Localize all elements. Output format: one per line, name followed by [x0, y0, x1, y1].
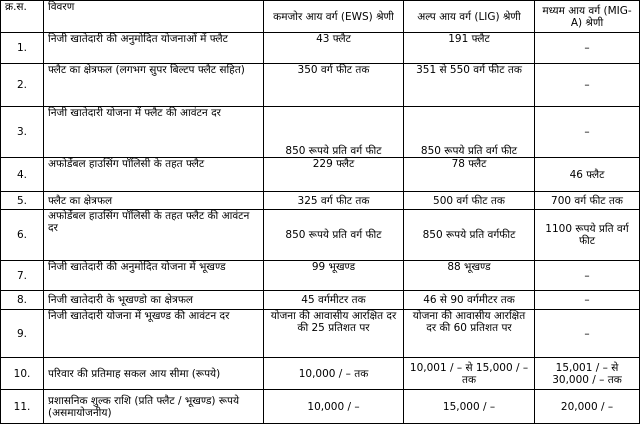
row-number: 4.	[1, 158, 44, 192]
row-number: 6.	[1, 210, 44, 261]
header-ews: कमजोर आय वर्ग (EWS) श्रेणी	[264, 1, 404, 33]
row-mig: –	[535, 107, 640, 158]
row-description: अफोर्डेबल हाउसिंग पॉलिसी के तहत फ्लैट	[44, 158, 264, 192]
row-lig: 191 फ्लैट	[404, 33, 535, 64]
row-lig: 850 रूपये प्रति वर्ग फीट	[404, 107, 535, 158]
row-ews: 43 फ्लैट	[264, 33, 404, 64]
row-number: 5.	[1, 192, 44, 210]
table-row	[1, 210, 640, 261]
row-description: निजी खातेदारी योजना में फ्लैट की आवंटन दर	[44, 107, 264, 158]
header-description: विवरण	[44, 1, 264, 33]
row-ews: 350 वर्ग फीट तक	[264, 64, 404, 107]
row-description: फ्लैट का क्षेत्रफल	[44, 192, 264, 210]
row-ews: 229 फ्लैट	[264, 158, 404, 192]
table-row	[1, 107, 640, 158]
row-number: 3.	[1, 107, 44, 158]
row-ews: 10,000 / –	[264, 390, 404, 424]
row-description: प्रशासनिक शुल्क राशि (प्रति फ्लैट / भूखण्ड) रूपये (असमायोजनीय)	[44, 390, 264, 424]
row-number: 8.	[1, 291, 44, 310]
row-mig: –	[535, 33, 640, 64]
row-lig: 15,000 / –	[404, 390, 535, 424]
row-description: निजी खातेदारी योजना में भूखण्ड की आवंटन दर	[44, 310, 264, 358]
table-row	[1, 64, 640, 107]
table-row	[1, 390, 640, 424]
row-ews: 850 रूपये प्रति वर्ग फीट	[264, 107, 404, 158]
row-mig: –	[535, 310, 640, 358]
table-row	[1, 261, 640, 291]
row-lig: 351 से 550 वर्ग फीट तक	[404, 64, 535, 107]
row-lig: 500 वर्ग फीट तक	[404, 192, 535, 210]
row-mig: 700 वर्ग फीट तक	[535, 192, 640, 210]
header-lig: अल्प आय वर्ग (LIG) श्रेणी	[404, 1, 535, 33]
row-mig: –	[535, 64, 640, 107]
row-lig: 78 फ्लैट	[404, 158, 535, 192]
row-mig: 46 फ्लैट	[535, 158, 640, 192]
row-description: निजी खातेदारी की अनुमोदित योजनाओं में फ्लैट	[44, 33, 264, 64]
row-ews: 45 वर्गमीटर तक	[264, 291, 404, 310]
row-mig: 15,001 / – से 30,000 / – तक	[535, 358, 640, 390]
table-row	[1, 33, 640, 64]
table-row	[1, 358, 640, 390]
row-mig: –	[535, 261, 640, 291]
row-number: 11.	[1, 390, 44, 424]
row-ews: 99 भूखण्ड	[264, 261, 404, 291]
table-row	[1, 291, 640, 310]
row-description: परिवार की प्रतिमाह सकल आय सीमा (रूपये)	[44, 358, 264, 390]
row-ews: 325 वर्ग फीट तक	[264, 192, 404, 210]
row-number: 2.	[1, 64, 44, 107]
table-row	[1, 310, 640, 358]
row-mig: 1100 रूपये प्रति वर्ग फीट	[535, 210, 640, 261]
row-description: निजी खातेदारी की अनुमोदित योजना में भूखण्ड	[44, 261, 264, 291]
row-lig: योजना की आवासीय आरक्षित दर की 60 प्रतिशत पर	[404, 310, 535, 358]
row-mig: 20,000 / –	[535, 390, 640, 424]
row-number: 10.	[1, 358, 44, 390]
row-description: फ्लैट का क्षेत्रफल (लगभग सुपर बिल्टप फ्लैट सहित)	[44, 64, 264, 107]
row-mig: –	[535, 291, 640, 310]
header-serial: क्र.स.	[1, 1, 44, 33]
row-description: निजी खातेदारी के भूखण्डो का क्षेत्रफल	[44, 291, 264, 310]
row-lig: 850 रूपये प्रति वर्गफीट	[404, 210, 535, 261]
row-description: अफोर्डेबल हाउसिंग पॉलिसी के तहत फ्लैट की आवंटन दर	[44, 210, 264, 261]
row-number: 1.	[1, 33, 44, 64]
row-ews: 10,000 / – तक	[264, 358, 404, 390]
row-ews: 850 रूपये प्रति वर्ग फीट	[264, 210, 404, 261]
row-lig: 88 भूखण्ड	[404, 261, 535, 291]
row-ews: योजना की आवासीय आरक्षित दर की 25 प्रतिशत पर	[264, 310, 404, 358]
table-row	[1, 192, 640, 210]
row-number: 9.	[1, 310, 44, 358]
row-lig: 46 से 90 वर्गमीटर तक	[404, 291, 535, 310]
row-number: 7.	[1, 261, 44, 291]
row-lig: 10,001 / – से 15,000 / – तक	[404, 358, 535, 390]
header-mig: मध्यम आय वर्ग (MIG-A) श्रेणी	[535, 1, 640, 33]
table-row	[1, 158, 640, 192]
